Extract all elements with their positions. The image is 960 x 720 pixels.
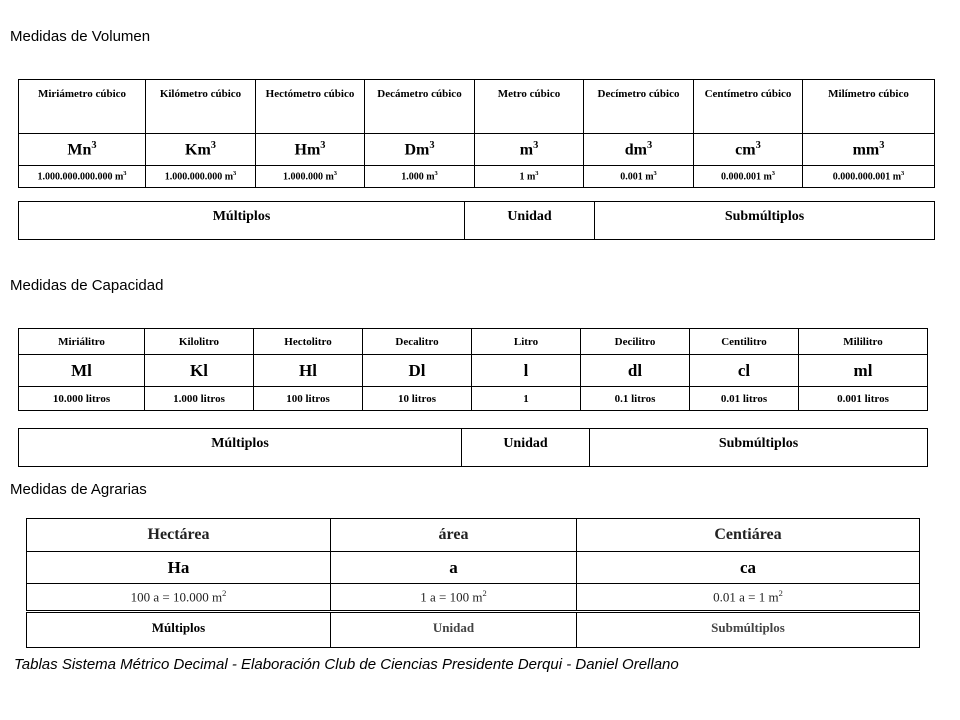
agr-symbol-2: ca: [577, 552, 920, 584]
volumen-table: [18, 79, 935, 188]
vol-group-unidad: Unidad: [465, 202, 595, 240]
vol-group-multiplos: Múltiplos: [19, 202, 465, 240]
agr-name-1: área: [331, 519, 577, 552]
agr-symbol-1: a: [331, 552, 577, 584]
agr-value-0: 100 a = 10.000 $m^2$: [27, 584, 331, 612]
capacidad-table: [18, 328, 928, 411]
cap-name-1: Kilolitro: [145, 329, 254, 355]
agr-name-2: Centiárea: [577, 519, 920, 552]
cap-name-6: Centilitro: [690, 329, 799, 355]
vol-name-5: Decímetro cúbico: [584, 80, 694, 134]
vol-value-1: 1.000.000.000 $m^3$: [146, 166, 256, 188]
vol-value-0: 1.000.000.000.000 $m^3$: [19, 166, 146, 188]
cap-value-1: 1.000 litros: [145, 387, 254, 411]
agr-symbol-0: Ha: [27, 552, 331, 584]
vol-value-7: 0.000.000.001 $m^3$: [803, 166, 935, 188]
agrarias-title: Medidas de Agrarias: [10, 481, 147, 498]
capacidad-groups: [18, 428, 928, 467]
vol-value-5: 0.001 $m^3$: [584, 166, 694, 188]
vol-symbol-2: Hm$^3$: [256, 134, 365, 166]
agrarias-table: [26, 518, 920, 648]
cap-name-5: Decilitro: [581, 329, 690, 355]
cap-name-2: Hectolitro: [254, 329, 363, 355]
cap-name-3: Decalitro: [363, 329, 472, 355]
vol-symbol-1: Km$^3$: [146, 134, 256, 166]
cap-value-5: 0.1 litros: [581, 387, 690, 411]
cap-name-7: Mililitro: [799, 329, 928, 355]
cap-symbol-7: ml: [799, 355, 928, 387]
cap-symbol-0: Ml: [19, 355, 145, 387]
agr-group-0: Múltiplos: [27, 612, 331, 648]
cap-value-7: 0.001 litros: [799, 387, 928, 411]
cap-symbol-4: l: [472, 355, 581, 387]
vol-value-2: 1.000.000 $m^3$: [256, 166, 365, 188]
vol-name-6: Centímetro cúbico: [694, 80, 803, 134]
capacidad-title: Medidas de Capacidad: [10, 277, 164, 294]
vol-name-2: Hectómetro cúbico: [256, 80, 365, 134]
cap-value-3: 10 litros: [363, 387, 472, 411]
agr-value-1: 1 a = 100 $m^2$: [331, 584, 577, 612]
cap-symbol-2: Hl: [254, 355, 363, 387]
cap-name-0: Miriálitro: [19, 329, 145, 355]
vol-symbol-5: $dm^3$: [584, 134, 694, 166]
cap-group-submultiplos: Submúltiplos: [590, 429, 928, 467]
cap-value-6: 0.01 litros: [690, 387, 799, 411]
cap-value-2: 100 litros: [254, 387, 363, 411]
footer-credit: Tablas Sistema Métrico Decimal - Elaboración Club de Ciencias Presidente Derqui - Daniel Orellano: [14, 656, 679, 673]
cap-value-4: 1: [472, 387, 581, 411]
agr-name-0: Hectárea: [27, 519, 331, 552]
agr-value-2: 0.01 a = 1 $m^2$: [577, 584, 920, 612]
vol-symbol-0: Mn$^3$: [19, 134, 146, 166]
vol-name-0: Miriámetro cúbico: [19, 80, 146, 134]
vol-symbol-4: $m^3$: [475, 134, 584, 166]
vol-name-7: Milímetro cúbico: [803, 80, 935, 134]
vol-symbol-7: $mm^3$: [803, 134, 935, 166]
vol-value-6: 0.000.001 $m^3$: [694, 166, 803, 188]
cap-symbol-5: dl: [581, 355, 690, 387]
agr-group-1: Unidad: [331, 612, 577, 648]
volumen-title: Medidas de Volumen: [10, 28, 151, 45]
vol-value-4: 1 $m^3$: [475, 166, 584, 188]
cap-name-4: Litro: [472, 329, 581, 355]
vol-symbol-3: Dm$^3$: [365, 134, 475, 166]
vol-name-1: Kilómetro cúbico: [146, 80, 256, 134]
volumen-groups: [18, 201, 935, 240]
cap-group-multiplos: Múltiplos: [19, 429, 462, 467]
cap-symbol-6: cl: [690, 355, 799, 387]
vol-name-3: Decámetro cúbico: [365, 80, 475, 134]
cap-group-unidad: Unidad: [462, 429, 590, 467]
cap-symbol-1: Kl: [145, 355, 254, 387]
vol-value-3: 1.000 $m^3$: [365, 166, 475, 188]
vol-name-4: Metro cúbico: [475, 80, 584, 134]
cap-value-0: 10.000 litros: [19, 387, 145, 411]
cap-symbol-3: Dl: [363, 355, 472, 387]
agr-group-2: Submúltiplos: [577, 612, 920, 648]
vol-group-submultiplos: Submúltiplos: [595, 202, 935, 240]
vol-symbol-6: $cm^3$: [694, 134, 803, 166]
